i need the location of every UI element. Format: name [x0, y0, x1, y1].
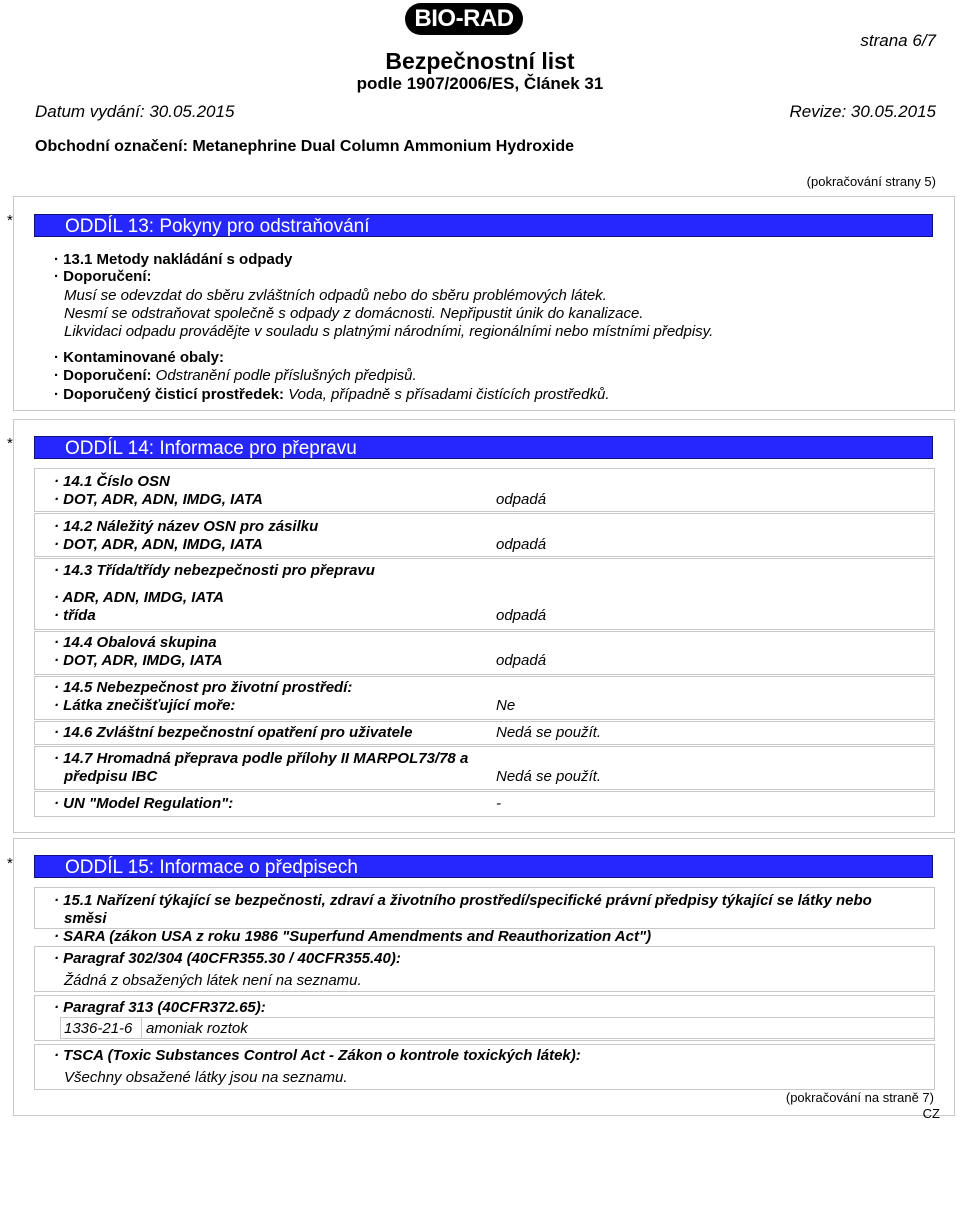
packing-group-modes: · DOT, ADR, IMDG, IATA [54, 652, 223, 669]
section-13-revision-mark: * [7, 212, 13, 229]
bulk-transport-label-2: předpisu IBC [64, 768, 158, 785]
bulk-transport-value: Nedá se použít. [496, 768, 602, 785]
hazard-class-label: · 14.3 Třída/třídy nebezpečnosti pro přepravu [54, 562, 375, 579]
special-precautions-value: Nedá se použít. [496, 724, 602, 741]
document-subtitle: podle 1907/2006/ES, Článek 31 [356, 74, 604, 93]
trade-name: Obchodní označení: Metanephrine Dual Column Ammonium Hydroxide [35, 138, 574, 155]
issue-date: Datum vydání: 30.05.2015 [35, 102, 235, 121]
model-regulation-label: · UN "Model Regulation": [54, 795, 234, 812]
packing-group-label: · 14.4 Obalová skupina [54, 634, 217, 651]
section-15-revision-mark: * [7, 855, 13, 872]
recommendation-label: · Doporučení: [54, 268, 152, 285]
section-13-header: ODDÍL 13: Pokyny pro odstraňování [34, 214, 933, 237]
hazard-class-modes: · ADR, ADN, IMDG, IATA [54, 589, 224, 606]
revision-date: Revize: 30.05.2015 [789, 102, 936, 121]
bulk-transport-label-1: · 14.7 Hromadná přeprava podle přílohy II MARPOL73/78 a [54, 750, 469, 767]
shipping-name-label: · 14.2 Náležitý název OSN pro zásilku [54, 518, 319, 535]
shipping-name-value: odpadá [496, 536, 547, 553]
marine-pollutant-value: Ne [496, 697, 516, 714]
cleaning-agent: · Doporučený čisticí prostředek: Voda, případně s přísadami čistících prostředků. [54, 386, 610, 403]
model-regulation-value: - [496, 795, 501, 812]
language-code: CZ [922, 1106, 940, 1121]
packaging-recommendation: · Doporučení: Odstranění podle příslušných předpisů. [54, 367, 417, 384]
marine-pollutant-label: · Látka znečišťující moře: [54, 697, 236, 714]
section-302-label: · Paragraf 302/304 (40CFR355.30 / 40CFR355.40): [54, 950, 401, 967]
section-15-header: ODDÍL 15: Informace o předpisech [34, 855, 933, 878]
un-number-label: · 14.1 Číslo OSN [54, 473, 170, 490]
tsca-label: · TSCA (Toxic Substances Control Act - Zákon o kontrole toxických látek): [54, 1047, 581, 1064]
regulations-label-1: · 15.1 Nařízení týkající se bezpečnosti, zdraví a životního prostředí/specifické právní předpisy týkající se látky nebo [54, 892, 872, 909]
recommendation-line-2: Nesmí se odstraňovat společně s odpady z domácnosti. Nepřipustit únik do kanalizace. [64, 305, 644, 322]
page-number: strana 6/7 [860, 31, 936, 50]
un-number-value: odpadá [496, 491, 547, 508]
sara-label: · SARA (zákon USA z roku 1986 "Superfund Amendments and Reauthorization Act") [54, 928, 652, 945]
tsca-value: Všechny obsažené látky jsou na seznamu. [64, 1069, 348, 1086]
document-title: Bezpečnostní list [385, 48, 575, 74]
continued-from: (pokračování strany 5) [806, 174, 936, 189]
continued-to: (pokračování na straně 7) [785, 1090, 934, 1105]
recommendation-line-3: Likvidaci odpadu provádějte v souladu s platnými národními, regionálními nebo místními předpisy. [64, 323, 714, 340]
shipping-name-modes: · DOT, ADR, ADN, IMDG, IATA [54, 536, 263, 553]
contaminated-packaging-label: · Kontaminované obaly: [54, 349, 225, 366]
bio-rad-logo: BIO-RAD [405, 3, 523, 35]
environmental-hazard-label: · 14.5 Nebezpečnost pro životní prostředí: [54, 679, 353, 696]
packing-group-value: odpadá [496, 652, 547, 669]
un-number-modes: · DOT, ADR, ADN, IMDG, IATA [54, 491, 263, 508]
special-precautions-label: · 14.6 Zvláštní bezpečnostní opatření pro uživatele [54, 724, 413, 741]
cas-number: 1336-21-6 [64, 1020, 133, 1037]
substance-name: amoniak roztok [146, 1020, 248, 1037]
section-302-value: Žádná z obsažených látek není na seznamu. [64, 972, 362, 989]
substance-name-cell [141, 1017, 935, 1039]
section-14-revision-mark: * [7, 435, 13, 452]
section-313-label: · Paragraf 313 (40CFR372.65): [54, 999, 266, 1016]
hazard-class-value: odpadá [496, 607, 547, 624]
waste-methods-label: · 13.1 Metody nakládání s odpady [54, 251, 293, 268]
regulations-label-2: směsi [64, 910, 107, 927]
section-14-header: ODDÍL 14: Informace pro přepravu [34, 436, 933, 459]
recommendation-line-1: Musí se odevzdat do sběru zvláštních odpadů nebo do sběru problémových látek. [64, 287, 607, 304]
hazard-class-sub: · třída [54, 607, 96, 624]
